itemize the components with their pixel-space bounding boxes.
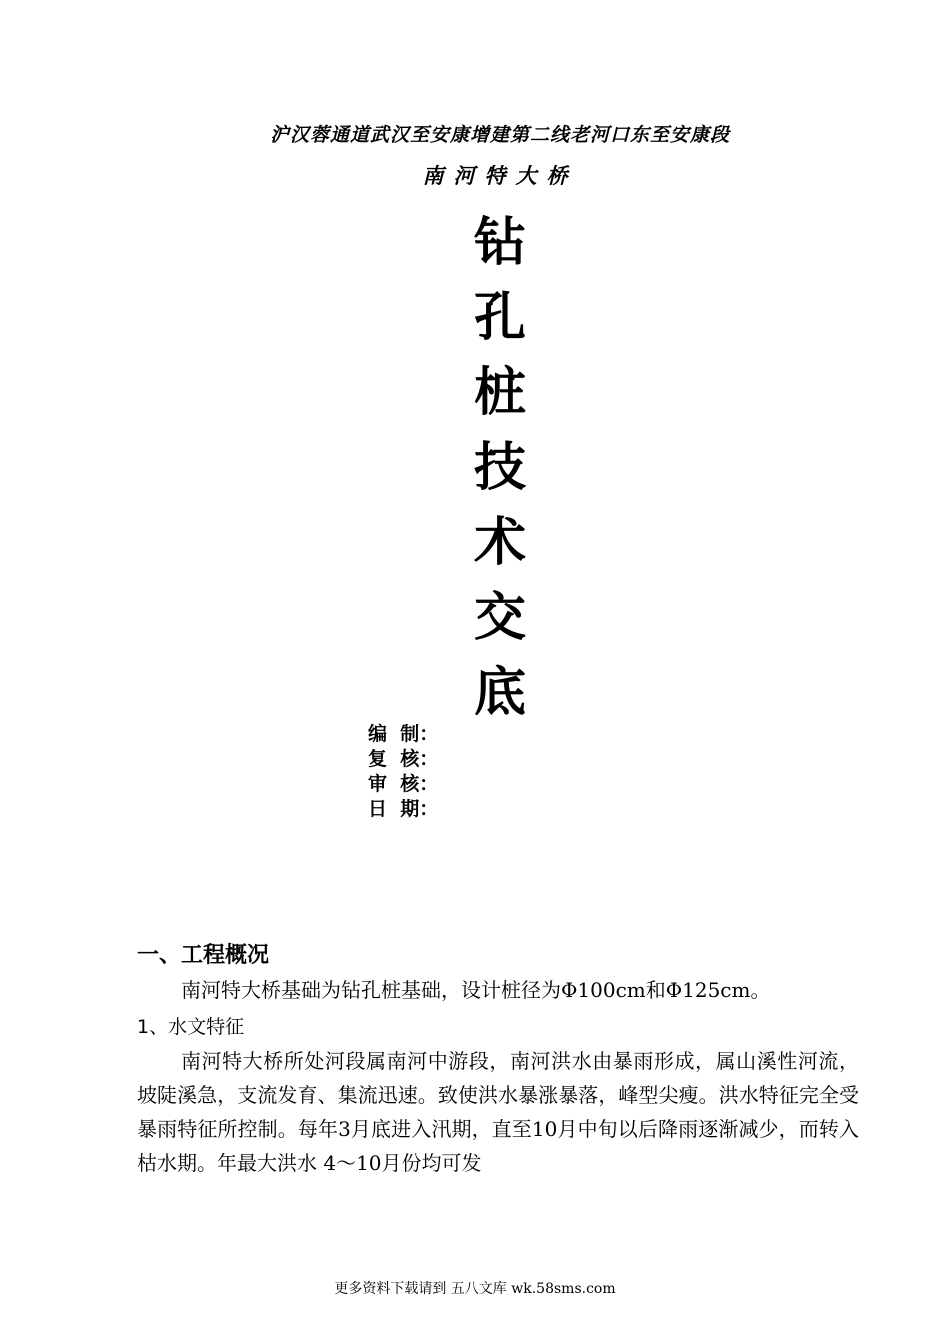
title-char: 钻 xyxy=(473,212,526,273)
section-heading: 一、工程概况 xyxy=(137,943,270,968)
title-char: 术 xyxy=(473,512,526,573)
bridge-name: 南河特大桥 xyxy=(422,163,578,188)
title-char: 交 xyxy=(473,587,526,648)
signature-fields xyxy=(368,722,438,822)
project-name: 沪汉蓉通道武汉至安康增建第二线老河口东至安康段 xyxy=(269,124,730,146)
field-date: 日 期： xyxy=(368,798,439,820)
field-reviewed-by: 复 核： xyxy=(368,748,439,770)
footer-text: 更多资料下载请到 五八文库 wk.58sms.com xyxy=(334,1281,616,1297)
title-char: 桩 xyxy=(473,362,526,423)
document-title xyxy=(445,205,555,730)
field-audited-by: 审 核： xyxy=(368,773,439,795)
paragraph-hydrology: 南河特大桥所处河段属南河中游段，南河洪水由暴雨形成，属山溪性河流，坡陡溪急，支流发育、集流迅速。致使洪水暴涨暴落，峰型尖瘦。洪水特征完全受暴雨特征所控制。每年3月底进入汛期，直至10月中旬以后降雨逐渐减少，而转入枯水期。年最大洪水 4～10月份均可发 xyxy=(137,1049,859,1175)
field-compiled-by: 编 制： xyxy=(368,723,439,745)
paragraph-overview: 南河特大桥基础为钻孔桩基础，设计桩径为Φ100cm和Φ125cm。 xyxy=(181,978,771,1002)
title-char: 底 xyxy=(473,662,526,723)
title-char: 孔 xyxy=(473,287,526,348)
title-char: 技 xyxy=(473,437,526,498)
sub-heading-hydrology: 1、水文特征 xyxy=(137,1016,245,1038)
